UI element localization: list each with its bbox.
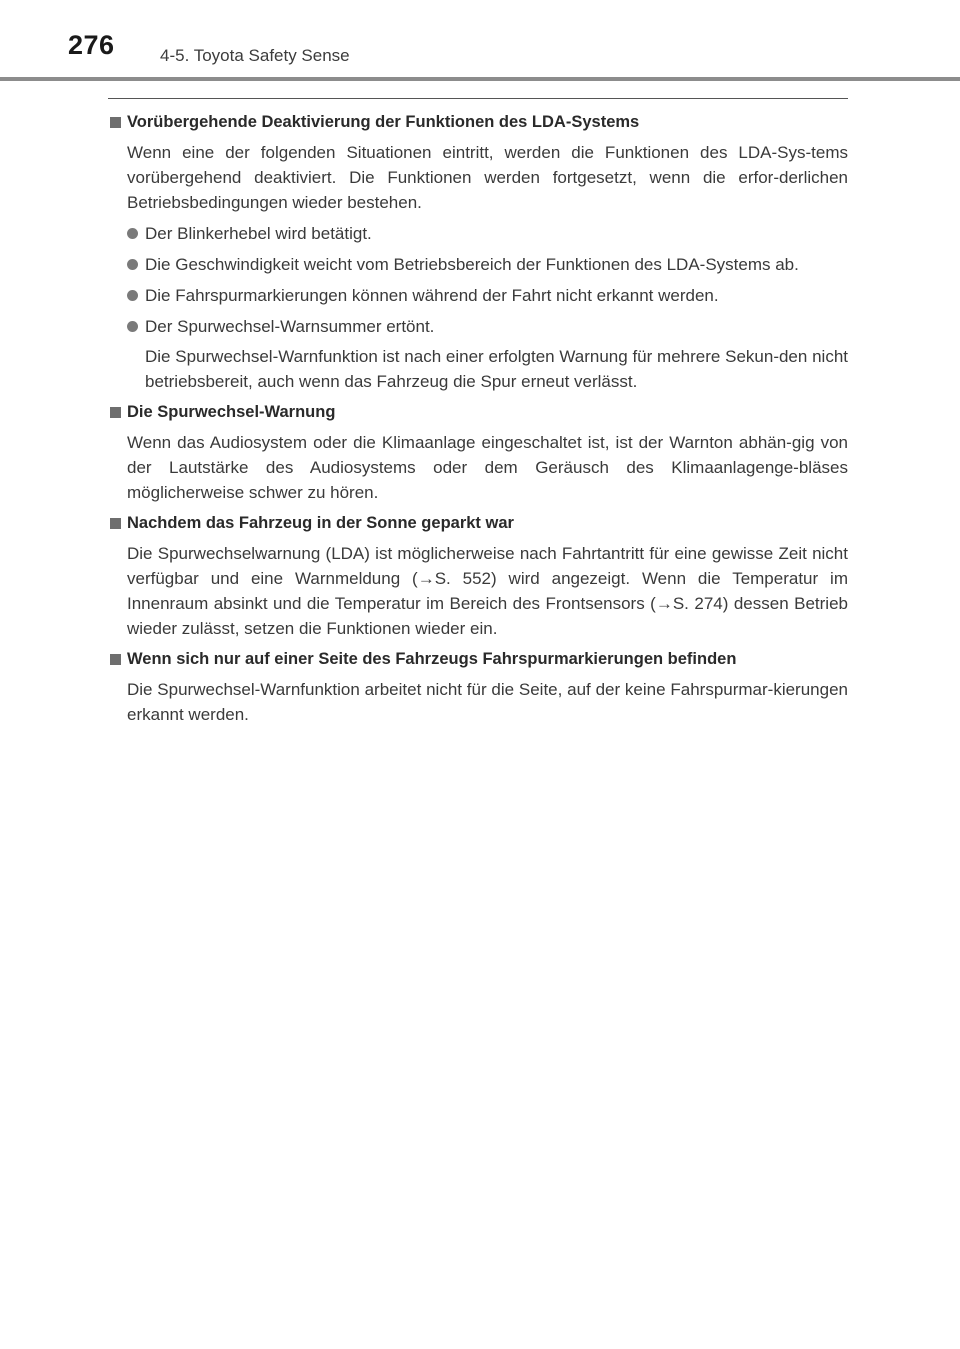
section-lda-deactivation <box>108 110 848 394</box>
square-bullet-icon <box>110 117 121 128</box>
page-number: 276 <box>68 30 115 60</box>
square-bullet-icon <box>110 654 121 665</box>
content-top-divider <box>108 98 848 99</box>
section-heading-text: Wenn sich nur auf einer Seite des Fahrzeugs Fahrspurmarkierungen befinden <box>127 650 737 668</box>
list-item-text: Die Fahrspurmarkierungen können während der Fahrt nicht erkannt werden. <box>145 286 719 305</box>
section-body: Die Spurwechsel-Warnfunktion arbeitet nicht für die Seite, auf der keine Fahrspurmar-kierungen erkannt werden. <box>127 680 848 724</box>
section-intro: Wenn eine der folgenden Situationen eintritt, werden die Funktionen des LDA-Sys-tems vorübergehend deaktiviert. Die Funktionen werden fortgesetzt, wenn die erfor-derlichen Betriebsbedingungen wieder bestehen. <box>127 143 848 212</box>
circle-bullet-icon <box>127 321 138 332</box>
section-parked-in-sun <box>108 511 848 641</box>
list-item <box>127 283 848 308</box>
list-item <box>127 314 848 339</box>
header-divider <box>0 77 960 81</box>
section-heading-text: Nachdem das Fahrzeug in der Sonne geparkt war <box>127 514 514 532</box>
section-body: Wenn das Audiosystem oder die Klimaanlage eingeschaltet ist, ist der Warnton abhän-gig von der Lautstärke des Audiosystems oder dem Geräusch des Klimaanlagenge-bläses möglicherweise schwer zu hören. <box>127 433 848 502</box>
section-heading-text: Vorübergehende Deaktivierung der Funktionen des LDA-Systems <box>127 113 640 131</box>
section-heading <box>108 110 848 135</box>
list-item-text: Der Blinkerhebel wird betätigt. <box>145 224 372 243</box>
list-item-text: Die Geschwindigkeit weicht vom Betriebsbereich der Funktionen des LDA-Systems ab. <box>145 255 799 274</box>
chapter-title: 4-5. Toyota Safety Sense <box>160 46 350 65</box>
list-item <box>127 221 848 246</box>
section-body: Die Spurwechselwarnung (LDA) ist möglicherweise nach Fahrtantritt für eine gewisse Zeit nicht verfügbar und eine Warnmeldung (→S. 552) wird angezeigt. Wenn die Temperatur im Innenraum absinkt und die Temperatur im Bereich des Frontsensors (→S. 274) dessen Betrieb wieder zulässt, setzen die Funktionen wieder ein. <box>127 544 848 638</box>
circle-bullet-icon <box>127 228 138 239</box>
circle-bullet-icon <box>127 290 138 301</box>
section-heading-text: Die Spurwechsel-Warnung <box>127 403 336 421</box>
circle-bullet-icon <box>127 259 138 270</box>
section-lane-departure-warning <box>108 400 848 505</box>
section-heading <box>108 647 848 672</box>
bullet-note: Die Spurwechsel-Warnfunktion ist nach einer erfolgten Warnung für mehrere Sekun-den nicht betriebsbereit, auch wenn das Fahrzeug die Spur erneut verlässt. <box>145 347 848 391</box>
list-item <box>127 252 848 277</box>
section-heading <box>108 400 848 425</box>
square-bullet-icon <box>110 407 121 418</box>
section-one-side-markings <box>108 647 848 727</box>
section-heading <box>108 511 848 536</box>
page-content <box>108 110 848 727</box>
square-bullet-icon <box>110 518 121 529</box>
list-item-text: Der Spurwechsel-Warnsummer ertönt. <box>145 317 435 336</box>
page-header <box>0 0 960 82</box>
